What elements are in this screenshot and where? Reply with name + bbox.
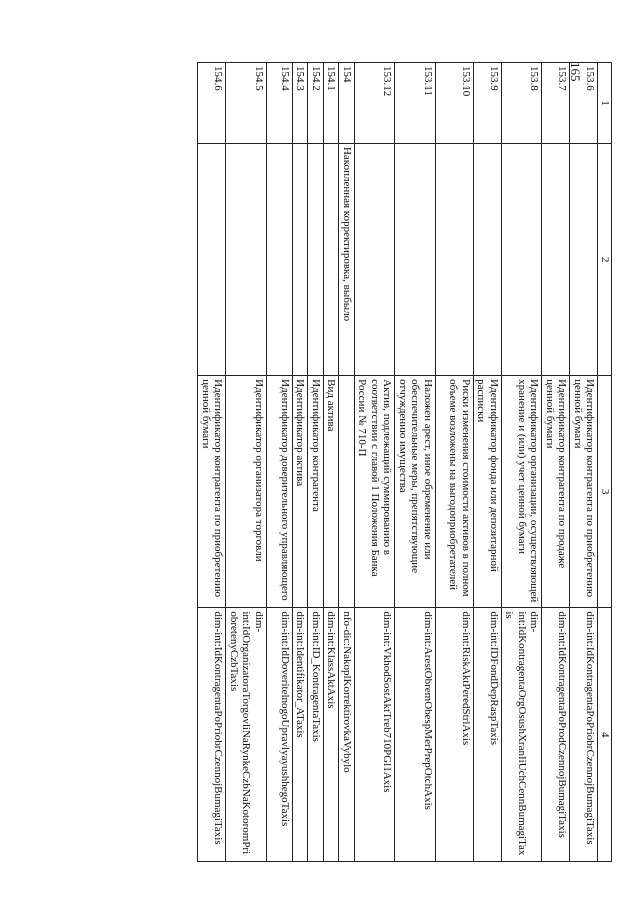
table-row — [267, 63, 293, 862]
row-name-cell — [308, 143, 324, 375]
row-number-cell: 153.12 — [355, 63, 396, 144]
row-description-cell: Идентификатор организации, осуществляющей хранение и (или) учет ценной бумаги — [502, 376, 543, 608]
row-number-cell: 154.2 — [308, 63, 324, 144]
row-number-cell: 153.6 — [570, 63, 598, 144]
row-name-cell — [474, 143, 502, 375]
row-number-cell: 154.1 — [324, 63, 340, 144]
table-row — [355, 63, 396, 862]
row-code-cell: dim-int:ArestObremObespMerPrepOtchAxis — [395, 608, 436, 862]
row-code-cell: dim-int:IdKontragentaOrgOsushXranIiUchCennBumagiTaxis — [502, 608, 543, 862]
row-code-cell: dim-int:RiskAktPeredStrlAxis — [436, 608, 474, 862]
row-name-cell — [198, 143, 226, 375]
row-name-cell — [436, 143, 474, 375]
row-code-cell: dim-int:IdKontragentaPoPriobrCzennojBumagiTaxis — [198, 608, 226, 862]
row-code-cell: dim-int:IdKontragentaPoProdCzennojBumagiTaxis — [542, 608, 570, 862]
row-description-cell: Идентификатор контрагента — [308, 376, 324, 608]
row-code-cell: dim-int:KlassAktAxis — [324, 608, 340, 862]
row-code-cell: dim-int:IdOrganizatoraTorgovliNaRynkeCzbNaKotoromPriobretenyCzbTaxis — [226, 608, 267, 862]
row-name-cell — [267, 143, 293, 375]
row-description-cell: Идентификатор контрагента по приобретению ценной бумаги — [198, 376, 226, 608]
row-number-cell: 153.8 — [502, 63, 543, 144]
table-row — [502, 63, 543, 862]
row-code-cell: dim-int:IdDoveritelnogoUpravlyayushhegoTaxis — [267, 608, 293, 862]
row-description-cell: Идентификатор фонда или депозитарной расписки — [474, 376, 502, 608]
row-description-cell: Идентификатор доверительного управляющего — [267, 376, 293, 608]
page-number: 165 — [568, 62, 583, 82]
row-name-cell — [324, 143, 340, 375]
row-number-cell: 153.10 — [436, 63, 474, 144]
table-row — [570, 63, 598, 862]
table-row — [308, 63, 324, 862]
document-sheet — [112, 62, 612, 862]
row-name-cell — [502, 143, 543, 375]
table-body — [198, 63, 612, 862]
row-name-cell: Накопленная корректировка, выбыло — [339, 143, 355, 375]
row-number-cell: 154 — [339, 63, 355, 144]
row-description-cell — [339, 376, 355, 608]
table-row — [293, 63, 309, 862]
row-number-cell: 154.4 — [267, 63, 293, 144]
table-row — [198, 63, 226, 862]
header-cell-4: 4 — [598, 608, 612, 862]
row-number-cell: 154.5 — [226, 63, 267, 144]
row-description-cell: Идентификатор контрагента по продаже ценной бумаги — [542, 376, 570, 608]
table-row — [542, 63, 570, 862]
row-name-cell — [226, 143, 267, 375]
header-cell-2: 2 — [598, 143, 612, 375]
row-description-cell: Вид актива — [324, 376, 340, 608]
row-number-cell: 153.9 — [474, 63, 502, 144]
row-code-cell: nfo-dic:NakoplKorrektirovkaVybylo — [339, 608, 355, 862]
row-name-cell — [355, 143, 396, 375]
row-description-cell: Идентификатор контрагента по приобретению ценной бумаги — [570, 376, 598, 608]
table-row — [226, 63, 267, 862]
table-row — [474, 63, 502, 862]
header-cell-3: 3 — [598, 376, 612, 608]
row-code-cell: dim-int:ID_KontragentaTaxis — [308, 608, 324, 862]
table-header-row — [598, 63, 612, 862]
row-description-cell: Актив, подлежащий суммированию в соответствии с главой 1 Положения Банка России № 710-П — [355, 376, 396, 608]
row-code-cell: dim-int:IDFondDepRaspTaxis — [474, 608, 502, 862]
row-number-cell: 154.6 — [198, 63, 226, 144]
row-description-cell: Идентификатор организатора торговли — [226, 376, 267, 608]
table-row — [395, 63, 436, 862]
row-number-cell: 154.3 — [293, 63, 309, 144]
data-table — [198, 62, 613, 862]
row-name-cell — [293, 143, 309, 375]
table-row — [339, 63, 355, 862]
row-description-cell: Наложен арест, иное обременение или обеспечительные меры, препятствующие отчуждению имущества — [395, 376, 436, 608]
row-name-cell — [570, 143, 598, 375]
table-row — [324, 63, 340, 862]
header-cell-1: 1 — [598, 63, 612, 144]
row-name-cell — [542, 143, 570, 375]
row-number-cell: 153.7 — [542, 63, 570, 144]
row-description-cell: Идентификатор актива — [293, 376, 309, 608]
row-name-cell — [395, 143, 436, 375]
row-code-cell: dim-int:VkhodSostAktTreb710PGl1Axis — [355, 608, 396, 862]
row-description-cell: Риски изменения стоимости активов в полном объеме возложены на выгодоприобретателей — [436, 376, 474, 608]
row-code-cell: dim-int:IdKontragentaPoPriobrCzennojBumagiTaxis — [570, 608, 598, 862]
table-row — [436, 63, 474, 862]
row-number-cell: 153.11 — [395, 63, 436, 144]
row-code-cell: dim-int:Identifikator_ATaxis — [293, 608, 309, 862]
